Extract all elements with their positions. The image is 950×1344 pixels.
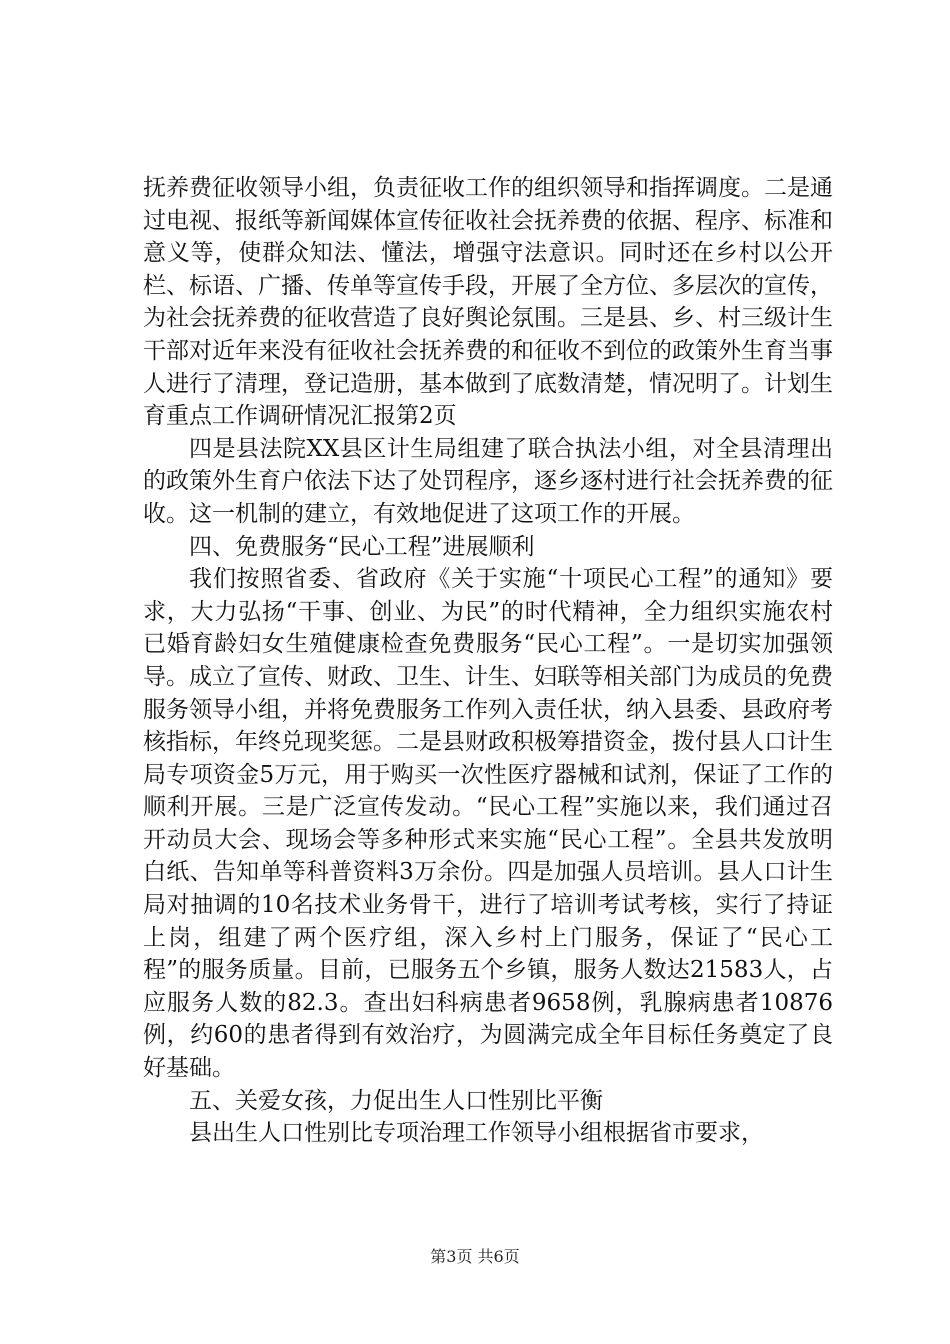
paragraph-sex-ratio-start: 县出生人口性别比专项治理工作领导小组根据省市要求， (189, 1120, 764, 1147)
paragraph-free-service-details: 我们按照省委、省政府《关于实施“十项民心工程”的通知》要求，大力弘扬“干事、创业、为民”的时代精神，全力组织实施农村已婚育龄妇女生殖健康检查免费服务“民心工程”。一是切实加强领导。成立了宣传、财政、卫生、计生、妇联等相关部门为成员的免费服务领导小组，并将免费服务工作列入责任状，纳入县委、县政府考核指标，年终兑现奖惩。二是县财政积极筹措资金，拨付县人口计生局专项资金5万元，用于购买一次性医疗器械和试剂，保证了工作的顺利开展。三是广泛宣传发动。“民心工程”实施以来，我们通过召开动员大会、现场会等多种形式来实施“民心工程”。全县共发放明白纸、告知单等科普资料3万余份。四是加强人员培训。县人口计生局对抽调的10名技术业务骨干，进行了培训考试考核，实行了持证上岗，组建了两个医疗组，深入乡村上门服务，保证了“民心工程”的服务质量。目前，已服务五个乡镇，服务人数达21583人，占应服务人数的82.3。查出妇科病患者9658例，乳腺病患者10876例，约60的患者得到有效治疗，为圆满完成全年目标任务奠定了良好基础。 (143, 566, 833, 1082)
section-heading-free-service: 四、免费服务“民心工程”进展顺利 (189, 533, 535, 560)
paragraph-social-fee-campaign: 抚养费征收领导小组，负责征收工作的组织领导和指挥调度。二是通过电视、报纸等新闻媒体宣传征收社会抚养费的依据、程序、标准和意义等，使群众知法、懂法，增强守法意识。同时还在乡村以公开栏、标语、广播、传单等宣传手段，开展了全方位、多层次的宣传，为社会抚养费的征收营造了良好舆论氛围。三是县、乡、村三级计生干部对近年来没有征收社会抚养费的和征收不到位的政策外生育当事人进行了清理，登记造册，基本做到了底数清楚，情况明了。计划生育重点工作调研情况汇报第2页 (143, 175, 833, 430)
paragraph-joint-enforcement: 四是县法院XX县区计生局组建了联合执法小组，对全县清理出的政策外生育户依法下达了处罚程序，逐乡逐村进行社会抚养费的征收。这一机制的建立，有效地促进了这项工作的开展。 (143, 435, 833, 527)
section-heading-sex-ratio: 五、关爱女孩，力促出生人口性别比平衡 (189, 1087, 603, 1114)
document-body (143, 172, 833, 1150)
page-number-footer: 第3页 共6页 (430, 1247, 520, 1266)
